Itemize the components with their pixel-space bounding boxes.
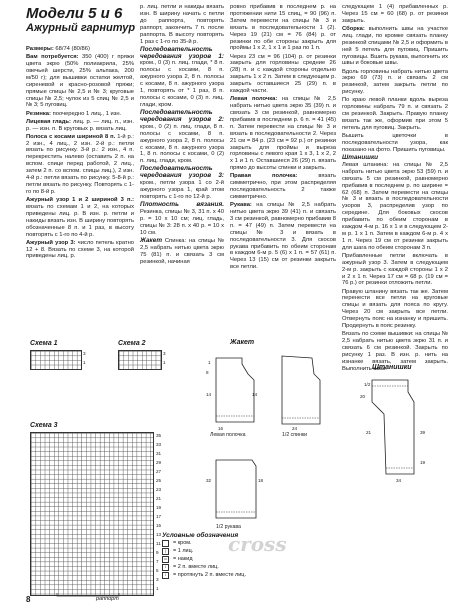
paragraph: р. лиц. петли и накиды вязать изн. В ширину начать с петли до раппорта, повторять раппорт, закончить 7 п. после раппорта. В высоту повторять 1 раз с 1-го по 35-й р. xyxy=(140,4,224,45)
legend-symbol: / xyxy=(162,564,169,571)
paragraph: Ажурный узор 1 и 2 шириной 3 п.: вязать по схемам 1 и 2, на которых приведены лиц. р. В изн. р. петли и накиды вязать изн. В ширину повторять обозначенные 8 п. и 1 раз, в высоту повторять с 1-го по 4-й р. xyxy=(26,196,134,238)
paragraph: Левая полочка: на спицы № 2,5 набрать нитью цвета экрю 35 (39) п. и связать 3 см резинкой, равномерно прибавив в последнем р. 6 п. = 41 (45) п. Затем перевести на спицы № 3 и вязать в последовательности 2. Через 21 см = 84 р. (23 см = 92 р.) от резинки закрыть для проймы и выреза горловины с левого края 1 x 3, 1 x 2, 2 x 1 и 1 п. Оставшиеся 26 (29) п. вязать прямо до высоты спинки и закрыть. xyxy=(230,96,336,172)
paragraph: Жакет Спинка: на спицы № 2,5 набрать нитью цвета экрю 75 (81) п. и связать 3 см резинкой, начиная xyxy=(140,236,224,265)
chart-3-row-number: 5 xyxy=(156,568,159,573)
chart-3-row-number: 3 xyxy=(156,577,159,582)
page-number: 8 xyxy=(26,595,31,604)
chart-3-row-number: 7 xyxy=(156,559,159,564)
paragraph: Сборка: выполнить швы на участке лиц. глади, по кромке связать планку резинкой спицами № 2,5 и оформить в ней 5 петель для пуговиц. Пришить пуговицы. Вшить рукава, выполнить их швы и боковые швы. xyxy=(342,25,448,67)
chart-3-row-number: 13 xyxy=(156,532,162,537)
legend-symbol: \ xyxy=(162,572,169,579)
text-column-2 xyxy=(140,4,224,267)
legend-title: Условные обозначения xyxy=(162,532,239,539)
paragraph: Через 23 см = 96 (104) р. от резинки закрыть для горловины средние 26 (28) п. и с каждой стороны отдельно закрыть 1 x 2 п. Затем в следующем р. закрыть оставшиеся 25 (29) п. в каждой части. xyxy=(230,53,336,95)
paragraph: Рукава: на спицы № 2,5 набрать нитью цвета экрю 39 (41) п. и связать 3 см резинкой, равномерно прибавив 8 п. = 47 (49) п. Затем перевести на спицы № 3 и вязать в последовательности 3. Для скосов рукава прибавить по обеим сторонам в каждом 6-м р. 5 (6) x 1 п. = 57 (61) п. Через 13 (15) см от резинки закрыть все петли. xyxy=(230,202,336,271)
chart-3-row-number: 25 xyxy=(156,478,162,483)
legend-symbol xyxy=(162,540,169,547)
paragraph: Ажурный узор 3: число петель кратно 12 + 8. Вязать по схеме 3, на которой приведены лиц. р. xyxy=(26,239,134,260)
page-header xyxy=(26,6,146,34)
paragraph: Прибавленные петли включать в ажурный узор 3. Затем в следующем 2-м р. закрыть с каждой стороны 1 x 2 и 2 x 1 п. Через 17 см = 68 р. (19 см = 76 р.) от резинки отложить петли. xyxy=(342,252,448,287)
paragraph: Последовательность чередования узоров 3: кром., петли узора 1 со 2-й ажурного узора 1, край этом повторять с 1-го по 12-й р. xyxy=(140,165,224,201)
paragraph: Последовательность чередования узоров 1: кром., 0 (3) п. лиц. глади, * 8 п. полосы с косами, 8 п. ажурного узора 2, 8 п. полосы с косами, 8 п. ажурного узора 1, повторять от * 1 раз, 8 п. полосы с косами, 0 (3) п. лиц. глади, кром. xyxy=(140,45,224,108)
chart-3-row-number: 29 xyxy=(156,460,162,465)
paragraph: Правую штанину вязать так же. Затем перенести все петли на круговые спицы и вязать для пояса по кругу. Через 20 см закрыть все петли. Отвернуть пояс на изнанку и пришить. Продернуть в пояс резинку. xyxy=(342,288,448,330)
chart-1-title: Схема 1 xyxy=(30,340,58,347)
schema-jacket-title: Жакет xyxy=(230,339,255,346)
schema-pants xyxy=(350,374,450,494)
legend-item: / = 2 п. вместе лиц. xyxy=(162,563,342,571)
paragraph: Плотность вязания. Резинка, спицы № 3, 31 п. x 40 р. = 10 x 10 см; лиц. гладь, спицы № 3: 28 п. x 40 р. = 10 x 10 см. xyxy=(140,201,224,236)
page-subtitle: Ажурный гарнитур xyxy=(26,22,136,34)
chart-3-row-number: 9 xyxy=(156,550,159,555)
chart-2-grid xyxy=(118,350,162,370)
chart-2-title: Схема 2 xyxy=(118,340,146,347)
chart-3-title: Схема 3 xyxy=(30,422,58,429)
text-column-1 xyxy=(26,46,134,262)
paragraph: Резинка: поочередно 1 лиц., 1 изн. xyxy=(26,110,122,117)
paragraph: Размеры: 68/74 (80/86) xyxy=(26,46,90,52)
chart-3-row-number: 17 xyxy=(156,514,162,519)
chart-3-row-number: 11 xyxy=(156,541,161,546)
chart-3-row-number: 35 xyxy=(156,433,162,438)
chart-3-row-number: 1 xyxy=(156,586,159,591)
magazine-page: Модели 5 и 6 Ажурный гарнитур Размеры: 68/74 (80/86) Вам потребуется: 350 (400) г пряжи цвета экрю (50% полиакрила, 25% овечьей шерсти, 25% альпака, 200 м/50 г); для вышивки остатки желтой, сиреневой и красно-розовой пряжи; прямые спицы № 2,5 и № 3; круговые спицы № 2,5; чулок из 5 спиц № 2,5 и № 3; 5 пуговиц. Резинка: поочередно 1 лиц., 1 изн. Лицевая гладь: лиц. р. — лиц. п., изн. р. — изн. п. В круговых р. вязать лиц. Полоса с косами шириной 8 п. 1-й р.: 2 изн., 4 лиц., 2 изн. 2-й р.: петли вязать по рисунку. 3-й р.: 2 изн., 4 п. перекрестить налево (оставить 2 п. на вспом. спице перед работой, 2 лиц., затем 2 п. со вспом. спицы лиц.), 2 изн. 4-й р.: петли вязать по рисунку. 5-8-й р.: петли вязать по рисунку. Повторять с 1-го по 8-й р. Ажурный узор 1 и 2 шириной 3 п.: вязать по схемам 1 и 2, на которых приведены лиц. р. В изн. р. петли и накиды вязать изн. В ширину повторять обозначенные 8 п. и 1 раз, в высоту повторять с 1-го по 4-й р. Ажурный узор 3: число петель кратно 12 + 8. Вязать по схеме 3, на которой приведены лиц. р. р. лиц. петли и накиды вязать изн. В ширину начать с петли до раппорта, повторять раппорт, закончить 7 п. после раппорта. В высоту повторять 1 раз с 1-го по 35-й р. Последовательность чередования узоров 1: кром., 0 (3) п. лиц. глади, * 8 п. полосы с косами, 8 п. ажурного узора 2, 8 п. полосы с косами, 8 п. ажурного узора 1, повторять от * 1 раз, 8 п. полосы с косами, 0 (3) п. лиц. глади, кром. Последовательность чередования узоров 2: кром., 0 (2) п. лиц. глади, 8 п. полосы с косами, 8 п. ажурного узора 2, 8 п. полосы с косами, 8 п. ажурного узора 1, 8 п. полосы с косами, 0 (2) п. лиц. глади, кром. Последовательность чередования узоров 3: кром., петли узора 1 со 2-й ажурного узора 1, край этом повторять с 1-го по 12-й р. Плотность вязания. Резинка, спицы № 3, 31 п. x 40 р. = 10 x 10 см; лиц. гладь, спицы № 3: 28 п. x 40 р. = 10 x 10 см. Жакет Спинка: на спицы № 2,5 набрать нитью цвета экрю 75 (81) п. и связать 3 см резинкой, начиная ровно прибавив в последнем р. на протяжении нити 15 спиц, = 90 (96) п. Затем перевести на спицы № 3 и вязать в последовательности 1 (2). Через 19 (21) см = 76 (84) р. от резинки по обе стороны закрыть для проймы 1 x 2, 1 x 1 и 1 раз по 1 п. Через 23 см = 96 (104) р. от резинки закрыть для горловины средние 26 (28) п. и с каждой стороны отдельно закрыть 1 x 2 п. Затем в следующем р. закрыть оставшиеся 25 (29) п. в каждой части. Левая полочка: на спицы № 2,5 набрать нитью цвета экрю 35 (39) п. и связать 3 см резинкой, равномерно прибавив в последнем р. 6 п. = 41 (45) п. Затем перевести на спицы № 3 и вязать в последовательности 2. Через 21 см = 84 р. (23 см = 92 р.) от резинки закрыть для проймы и выреза горловины с левого края 1 x 3, 1 x 2, 2 x 1 и 1 п. Оставшиеся 26 (29) п. вязать прямо до высоты спинки и закрыть. Правая полочка: вязать симметрично, при этом распределяя последовательность 2 также симметрично. Рукава: на спицы № 2,5 набрать нитью цвета экрю 39 (41) п. и связать 3 см резинкой, равномерно прибавив 8 п. = 47 (49) п. Затем перевести на спицы № 3 и вязать в последовательности 3. Для скосов рукава прибавить по обеим сторонам в каждом 6-м р. 5 (6) x 1 п. = 57 (61) п. Через 13 (15) см от резинки закрыть все петли. следующем 1 (4) прибавленных р. Через 15 см = 60 (68) р. от резинки закрыть. Сборка: выполнить швы на участке лиц. глади, по кромке связать планку резинкой спицами № 2,5 и оформить в ней 5 петель для пуговиц. Пришить пуговицы. Вшить рукава, выполнить их швы и боковые швы. Вдоль горловины набрать нитью цвета экрю 69 (73) п. и связать 2 см резинкой, затем закрыть петли по рисунку. По краю левой планки вдоль выреза горловины набрать 79 п. и связать 2 см резинкой. Закрыть. Правую планку вязать так же, оформив при этом 5 петель для пуговиц. Закрыть. Вышить цветочки в последовательности узора, как показано на фото. Пришить пуговицы. Штанишки Левая штанина: на спицы № 2,5 набрать нитью цвета экрю 53 (59) п. и связать 5 см резинкой, равномерно прибавив в последнем р. по ширине = 62 (68) п. Затем перевести на спицы № 3 и вязать в последовательности узоров 3, распределив узор по середине. Для боковых скосов прибавить по обеим сторонам в каждом 4-м р. 16 x 1 и в следующем 2-м р. 1 x 1 п. Затем в каждом 6-м р. 4 x 1 п. Через 19 см от резинки закрыть для шага по обеим сторонам 3 п. Прибавленные петли включать в ажурный узор 3. Затем в следующем 2-м р. закрыть с каждой стороны 1 x 2 и 2 x 1 п. Через 17 см = 68 р. (19 см = 76 р.) от резинки отложить петли. Правую штанину вязать так же. Затем перенести все петли на круговые спицы и вязать для пояса по кругу. Через 20 см закрыть все петли. Отвернуть пояс на изнанку и пришить. Продернуть в пояс резинку. Вязать по схеме вышивки: на спицы № 2,5 набрать нитью цвета экрю 31 п. и связать 6 см резинкой. Закрыть по рисунку 1 раз. В изн. р. нить на изнанке вязать, затем закрыть. Выполнить швы. Схема 1 3 1 Схема 2 3 1 Схема 3 35 33 31 29 27 25 23 21 19 17 15 13 11 9 7 5 3 1 раппорт Жакет 1 8 14 14 16 24 32 18 Левая полочка 1/2 спинки 1/2 рукава Штанишки 1/2 20 21 39 34 19 Условные обозначения = кром. | = 1 лиц. o = накид / = 2 п. вместе лиц. \ = протянуть 2 п. вместе лиц. cross 8 xyxy=(26,4,448,604)
rapport-bracket xyxy=(56,592,120,598)
paragraph: Вязать по схеме вышивки: на спицы № 2,5 набрать нитью цвета экрю 31 п. и связать 6 см резинкой. Закрыть по рисунку 1 раз. В изн. р. нить на изнанке вязать, затем закрыть. Выполнить швы. xyxy=(342,331,448,372)
paragraph: Лицевая гладь: лиц. р. — лиц. п., изн. р. — изн. п. В круговых р. вязать лиц. xyxy=(26,118,134,132)
legend-symbol: o xyxy=(162,556,169,563)
paragraph: ровно прибавив в последнем р. на протяжении нити 15 спиц, = 90 (96) п. Затем перевести на спицы № 3 и вязать в последовательности 1 (2). Через 19 (21) см = 76 (84) р. от резинки по обе стороны закрыть для проймы 1 x 2, 1 x 1 и 1 раз по 1 п. xyxy=(230,4,336,52)
chart-1-grid xyxy=(30,350,82,370)
watermark-logo: cross xyxy=(228,532,287,556)
legend-item: = кром. xyxy=(162,539,342,547)
paragraph: Вам потребуется: 350 (400) г пряжи цвета экрю (50% полиакрила, 25% овечьей шерсти, 25% альпака, 200 м/50 г); для вышивки остатки желтой, сиреневой и красно-розовой пряжи; прямые спицы № 2,5 и № 3; круговые спицы № 2,5; чулок из 5 спиц № 2,5 и № 3; 5 пуговиц. xyxy=(26,54,134,109)
caption-half-back: 1/2 спинки xyxy=(282,432,307,438)
paragraph: Полоса с косами шириной 8 п. 1-й р.: 2 изн., 4 лиц., 2 изн. 2-й р.: петли вязать по рисунку. 3-й р.: 2 изн., 4 п. перекрестить налево (оставить 2 п. на вспом. спице перед работой, 2 лиц., затем 2 п. со вспом. спицы лиц.), 2 изн. 4-й р.: петли вязать по рисунку. 5-8-й р.: петли вязать по рисунку. Повторять с 1-го по 8-й р. xyxy=(26,133,134,195)
page-title: Модели 5 и 6 xyxy=(26,5,123,22)
paragraph: Правая полочка: вязать симметрично, при этом распределяя последовательность 2 также симметрично. xyxy=(230,173,336,201)
rapport-label: раппорт xyxy=(96,596,119,602)
text-column-4 xyxy=(342,4,448,374)
text-column-3 xyxy=(230,4,336,272)
schema-jacket xyxy=(186,350,336,530)
chart-3-row-number: 27 xyxy=(156,469,162,474)
paragraph: Последовательность чередования узоров 2: кром., 0 (2) п. лиц. глади, 8 п. полосы с косами, 8 п. ажурного узора 2, 8 п. полосы с косами, 8 п. ажурного узора 1, 8 п. полосы с косами, 0 (2) п. лиц. глади, кром. xyxy=(140,108,224,165)
chart-2-row-numbers: 3 1 xyxy=(163,351,166,365)
chart-3-row-numbers xyxy=(156,434,161,596)
legend-item: \ = протянуть 2 п. вместе лиц. xyxy=(162,571,342,579)
paragraph: Штанишки Левая штанина: на спицы № 2,5 набрать нитью цвета экрю 53 (59) п. и связать 5 см резинкой, равномерно прибавив в последнем р. по ширине = 62 (68) п. Затем перевести на спицы № 3 и вязать в последовательности узоров 3, распределив узор по середине. Для боковых скосов прибавить по обеим сторонам в каждом 4-м р. 16 x 1 и в следующем 2-м р. 1 x 1 п. Затем в каждом 6-м р. 4 x 1 п. Через 19 см от резинки закрыть для шага по обеим сторонам 3 п. xyxy=(342,153,448,251)
chart-3-row-number: 15 xyxy=(156,523,162,528)
chart-3-row-number: 31 xyxy=(156,451,162,456)
chart-3-row-number: 21 xyxy=(156,496,162,501)
caption-half-sleeve: 1/2 рукава xyxy=(216,524,241,530)
paragraph: следующем 1 (4) прибавленных р. Через 15 см = 60 (68) р. от резинки закрыть. xyxy=(342,4,448,24)
chart-3-row-number: 19 xyxy=(156,505,162,510)
chart-3-row-number: 23 xyxy=(156,487,162,492)
chart-3-row-number: 33 xyxy=(156,442,162,447)
paragraph: Вышить цветочки в последовательности узора, как показано на фото. Пришить пуговицы. xyxy=(342,133,448,153)
legend-item: o = накид xyxy=(162,555,342,563)
schema-pants-title: Штанишки xyxy=(372,364,412,371)
caption-left-front: Левая полочка xyxy=(210,432,246,438)
paragraph: Вдоль горловины набрать нитью цвета экрю 69 (73) п. и связать 2 см резинкой, затем закрыть петли по рисунку. xyxy=(342,68,448,96)
legend-item: | = 1 лиц. xyxy=(162,547,342,555)
chart-1-row-numbers: 3 1 xyxy=(83,351,86,365)
legend-symbol: | xyxy=(162,548,169,555)
paragraph: По краю левой планки вдоль выреза горловины набрать 79 п. и связать 2 см резинкой. Закрыть. Правую планку вязать так же, оформив при этом 5 петель для пуговиц. Закрыть. xyxy=(342,97,448,131)
chart-3-grid xyxy=(30,432,154,596)
